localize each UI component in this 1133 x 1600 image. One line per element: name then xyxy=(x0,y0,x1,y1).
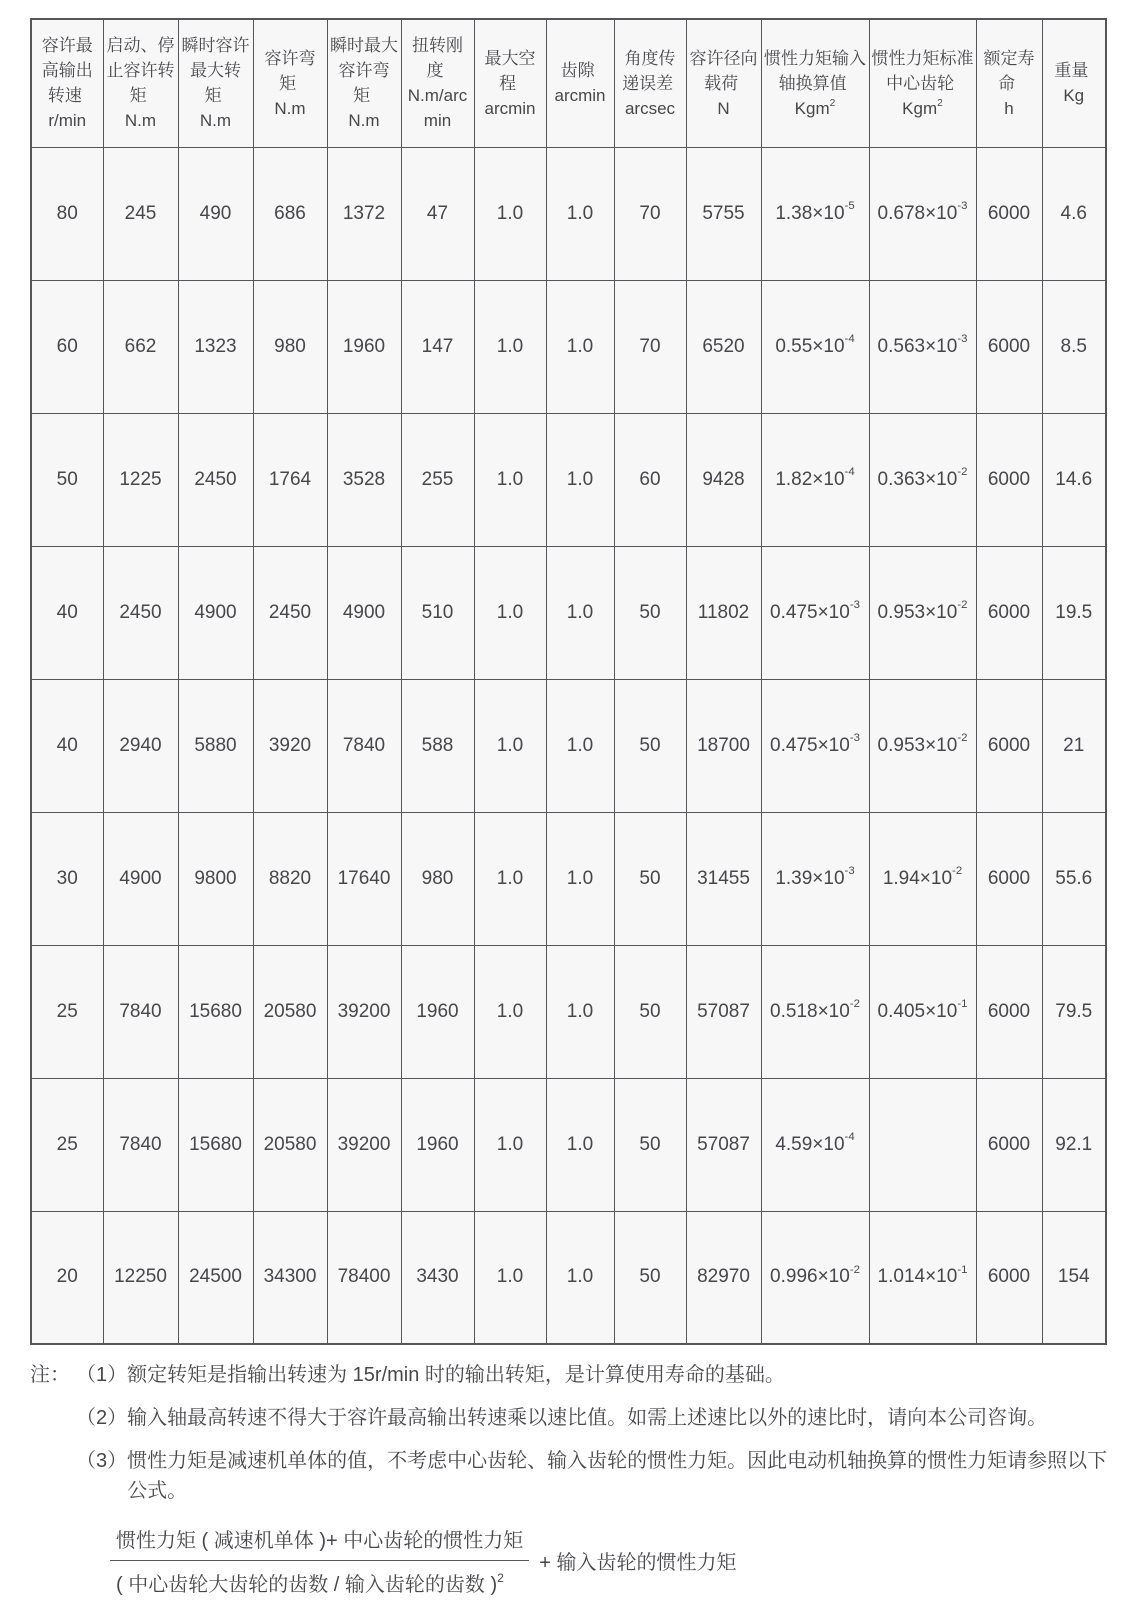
column-header-6: 扭转刚度 N.m/arcmin xyxy=(401,19,474,147)
table-row xyxy=(31,413,1106,546)
table-cell: 1960 xyxy=(401,1078,474,1211)
table-cell: 1.0 xyxy=(546,812,614,945)
table-row xyxy=(31,1078,1106,1211)
table-cell: 82970 xyxy=(686,1211,761,1344)
table-cell: 1372 xyxy=(327,147,401,280)
table-cell: $1.014\times 10^{-1}$ xyxy=(869,1211,976,1344)
column-header-7: 最大空程 arcmin xyxy=(474,19,546,147)
table-cell: 50 xyxy=(614,546,686,679)
table-cell: 6000 xyxy=(976,280,1042,413)
table-cell: 1.0 xyxy=(546,679,614,812)
inertia-formula xyxy=(110,1524,1115,1597)
table-cell: 6000 xyxy=(976,1078,1042,1211)
table-cell: 8820 xyxy=(253,812,327,945)
table-cell: 79.5 xyxy=(1042,945,1106,1078)
table-cell: 1.0 xyxy=(546,280,614,413)
table-cell: 3920 xyxy=(253,679,327,812)
table-row xyxy=(31,679,1106,812)
table-cell: 25 xyxy=(31,945,103,1078)
table-cell: 50 xyxy=(614,679,686,812)
table-cell: 50 xyxy=(31,413,103,546)
table-cell: 6000 xyxy=(976,812,1042,945)
table-cell: 18700 xyxy=(686,679,761,812)
table-cell: 6000 xyxy=(976,679,1042,812)
column-header-5: 瞬时最大容许弯矩 N.m xyxy=(327,19,401,147)
spec-table xyxy=(30,18,1107,1345)
table-body xyxy=(31,147,1106,1344)
table-cell: 39200 xyxy=(327,1078,401,1211)
table-row xyxy=(31,546,1106,679)
table-cell: $0.996\times 10^{-2}$ xyxy=(761,1211,869,1344)
table-cell: 4900 xyxy=(103,812,178,945)
table-cell: 1.0 xyxy=(546,945,614,1078)
table-cell: $0.518\times 10^{-2}$ xyxy=(761,945,869,1078)
table-cell: 1.0 xyxy=(474,945,546,1078)
column-header-1: 容许最高输出转速 r/min xyxy=(31,19,103,147)
table-cell: 3528 xyxy=(327,413,401,546)
table-cell: 686 xyxy=(253,147,327,280)
table-cell: $1.82\times 10^{-4}$ xyxy=(761,413,869,546)
table-cell: 1.0 xyxy=(474,679,546,812)
table-cell: 4.6 xyxy=(1042,147,1106,280)
table-cell: 60 xyxy=(614,413,686,546)
note-text: 惯性力矩是减速机单体的值，不考虑中心齿轮、输入齿轮的惯性力矩。因此电动机轴换算的惯性力矩请参照以下公式。 xyxy=(127,1450,1108,1502)
table-header xyxy=(31,19,1106,147)
table-cell: 1.0 xyxy=(474,1078,546,1211)
column-header-8: 齿隙 arcmin xyxy=(546,19,614,147)
column-header-3: 瞬时容许最大转矩 N.m xyxy=(178,19,253,147)
table-cell: 1.0 xyxy=(546,546,614,679)
column-header-11: 惯性力矩输入轴换算值 Kgm$^2$ xyxy=(761,19,869,147)
column-header-9: 角度传递误差 arcsec xyxy=(614,19,686,147)
table-cell: 1.0 xyxy=(474,1211,546,1344)
table-cell: $0.55\times 10^{-4}$ xyxy=(761,280,869,413)
table-cell: 8.5 xyxy=(1042,280,1106,413)
note-number: （1） xyxy=(76,1364,128,1386)
table-cell: 92.1 xyxy=(1042,1078,1106,1211)
table-cell: 57087 xyxy=(686,1078,761,1211)
table-cell: 40 xyxy=(31,546,103,679)
column-header-2: 启动、停止容许转矩 N.m xyxy=(103,19,178,147)
table-cell: 5880 xyxy=(178,679,253,812)
formula-fraction xyxy=(110,1524,529,1597)
table-cell: 6520 xyxy=(686,280,761,413)
note-text: 输入轴最高转速不得大于容许最高输出转速乘以速比值。如需上述速比以外的速比时，请向本公司咨询。 xyxy=(127,1407,1048,1429)
table-cell: 3430 xyxy=(401,1211,474,1344)
table-cell: 55.6 xyxy=(1042,812,1106,945)
table-cell: $0.563\times 10^{-3}$ xyxy=(869,280,976,413)
table-cell: 7840 xyxy=(327,679,401,812)
table-cell: 47 xyxy=(401,147,474,280)
table-cell: $0.405\times 10^{-1}$ xyxy=(869,945,976,1078)
table-cell: 31455 xyxy=(686,812,761,945)
table-cell: 50 xyxy=(614,1078,686,1211)
table-cell: 154 xyxy=(1042,1211,1106,1344)
column-header-12: 惯性力矩标准中心齿轮 Kgm$^2$ xyxy=(869,19,976,147)
table-cell: 34300 xyxy=(253,1211,327,1344)
formula-numerator: 惯性力矩 ( 减速机单体 )+ 中心齿轮的惯性力矩 xyxy=(116,1530,524,1552)
table-cell: 50 xyxy=(614,1211,686,1344)
table-cell: 5755 xyxy=(686,147,761,280)
table-cell: 6000 xyxy=(976,1211,1042,1344)
table-cell: 2940 xyxy=(103,679,178,812)
table-cell: 9800 xyxy=(178,812,253,945)
note-number: （3） xyxy=(76,1450,128,1472)
header-row xyxy=(31,19,1106,147)
table-cell: $0.475\times 10^{-3}$ xyxy=(761,679,869,812)
table-cell: $0.678\times 10^{-3}$ xyxy=(869,147,976,280)
table-cell: $4.59\times 10^{-4}$ xyxy=(761,1078,869,1211)
table-cell: 6000 xyxy=(976,147,1042,280)
table-cell: 20580 xyxy=(253,945,327,1078)
table-cell: 30 xyxy=(31,812,103,945)
table-cell: 4900 xyxy=(178,546,253,679)
table-cell: 1.0 xyxy=(546,1078,614,1211)
table-cell: 1960 xyxy=(327,280,401,413)
table-cell: 245 xyxy=(103,147,178,280)
table-cell: 1225 xyxy=(103,413,178,546)
table-cell: 1.0 xyxy=(546,147,614,280)
table-cell: 1.0 xyxy=(474,280,546,413)
table-row xyxy=(31,945,1106,1078)
note-text: 额定转矩是指输出转速为 15r/min 时的输出转矩，是计算使用寿命的基础。 xyxy=(127,1364,785,1386)
table-cell: 21 xyxy=(1042,679,1106,812)
table-cell: 510 xyxy=(401,546,474,679)
table-row xyxy=(31,280,1106,413)
table-cell: 1.0 xyxy=(546,1211,614,1344)
notes-section xyxy=(30,1360,1115,1597)
table-cell: $1.39\times 10^{-3}$ xyxy=(761,812,869,945)
table-row xyxy=(31,147,1106,280)
table-cell: 1.0 xyxy=(474,546,546,679)
notes-label: 注： xyxy=(30,1364,70,1386)
table-cell xyxy=(869,1078,976,1211)
formula-suffix: + 输入齿轮的惯性力矩 xyxy=(539,1552,737,1574)
table-cell: $1.38\times 10^{-5}$ xyxy=(761,147,869,280)
table-cell: 50 xyxy=(614,812,686,945)
table-cell: 7840 xyxy=(103,1078,178,1211)
table-cell: 24500 xyxy=(178,1211,253,1344)
table-cell: 40 xyxy=(31,679,103,812)
column-header-10: 容许径向载荷 N xyxy=(686,19,761,147)
table-cell: 78400 xyxy=(327,1211,401,1344)
table-cell: $0.953\times 10^{-2}$ xyxy=(869,546,976,679)
table-cell: 2450 xyxy=(103,546,178,679)
table-cell: 1.0 xyxy=(474,812,546,945)
table-cell: 4900 xyxy=(327,546,401,679)
table-cell: 80 xyxy=(31,147,103,280)
table-cell: $0.475\times 10^{-3}$ xyxy=(761,546,869,679)
table-cell: 662 xyxy=(103,280,178,413)
table-cell: 1.0 xyxy=(474,147,546,280)
table-cell: 255 xyxy=(401,413,474,546)
table-cell: 12250 xyxy=(103,1211,178,1344)
table-cell: 39200 xyxy=(327,945,401,1078)
column-header-13: 额定寿命 h xyxy=(976,19,1042,147)
table-cell: 980 xyxy=(253,280,327,413)
table-cell: 70 xyxy=(614,280,686,413)
table-cell: 980 xyxy=(401,812,474,945)
table-cell: 15680 xyxy=(178,1078,253,1211)
table-cell: 2450 xyxy=(178,413,253,546)
table-cell: 147 xyxy=(401,280,474,413)
table-cell: 1323 xyxy=(178,280,253,413)
table-cell: $0.953\times 10^{-2}$ xyxy=(869,679,976,812)
table-cell: 1.0 xyxy=(546,413,614,546)
table-cell: $0.363\times 10^{-2}$ xyxy=(869,413,976,546)
table-cell: 1960 xyxy=(401,945,474,1078)
table-cell: 1.0 xyxy=(474,413,546,546)
table-cell: 6000 xyxy=(976,413,1042,546)
table-cell: 14.6 xyxy=(1042,413,1106,546)
note-item-1 xyxy=(30,1360,1115,1390)
table-cell: 20580 xyxy=(253,1078,327,1211)
table-cell: 11802 xyxy=(686,546,761,679)
table-cell: 1764 xyxy=(253,413,327,546)
table-cell: 50 xyxy=(614,945,686,1078)
note-item-3 xyxy=(30,1446,1115,1506)
note-number: （2） xyxy=(76,1407,128,1429)
note-item-2 xyxy=(30,1403,1115,1433)
table-cell: 7840 xyxy=(103,945,178,1078)
table-cell: 17640 xyxy=(327,812,401,945)
table-cell: $1.94\times 10^{-2}$ xyxy=(869,812,976,945)
formula-denominator: ( 中心齿轮大齿轮的齿数 / 输入齿轮的齿数 )$^2$ xyxy=(110,1560,529,1597)
column-header-4: 容许弯矩 N.m xyxy=(253,19,327,147)
table-row xyxy=(31,812,1106,945)
table-cell: 6000 xyxy=(976,945,1042,1078)
table-cell: 25 xyxy=(31,1078,103,1211)
table-cell: 490 xyxy=(178,147,253,280)
table-cell: 57087 xyxy=(686,945,761,1078)
table-row xyxy=(31,1211,1106,1344)
table-cell: 60 xyxy=(31,280,103,413)
table-cell: 9428 xyxy=(686,413,761,546)
table-cell: 6000 xyxy=(976,546,1042,679)
table-cell: 19.5 xyxy=(1042,546,1106,679)
table-cell: 588 xyxy=(401,679,474,812)
table-cell: 70 xyxy=(614,147,686,280)
table-cell: 15680 xyxy=(178,945,253,1078)
column-header-14: 重量 Kg xyxy=(1042,19,1106,147)
table-cell: 20 xyxy=(31,1211,103,1344)
table-cell: 2450 xyxy=(253,546,327,679)
